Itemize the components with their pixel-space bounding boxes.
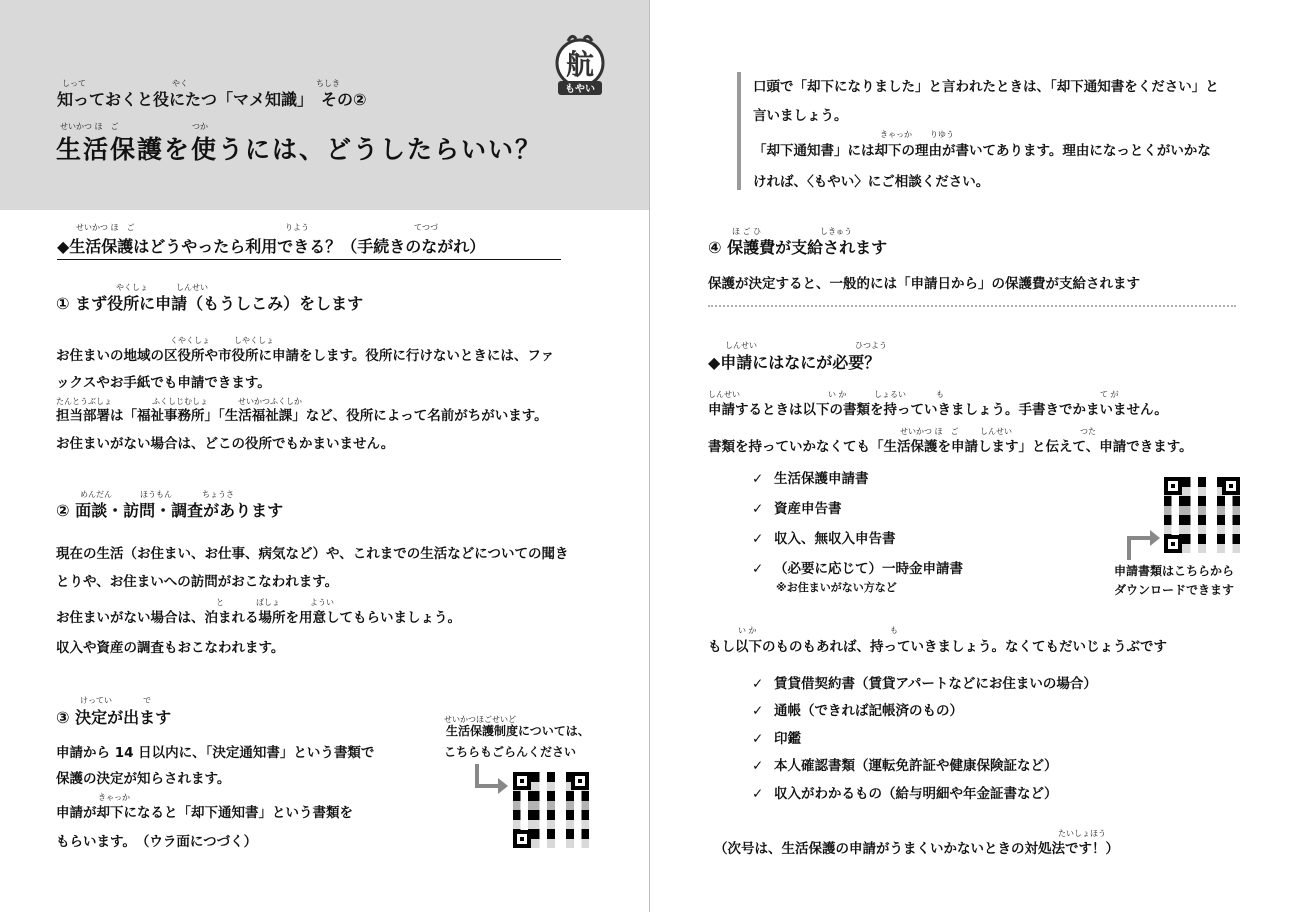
arrow-icon (474, 764, 510, 794)
ruby: つか (192, 122, 208, 131)
ruby: りよう (285, 223, 309, 232)
ruby: せいかつふくしか (238, 397, 302, 406)
ruby: ひつよう (855, 341, 887, 350)
step2-line: 収入や資産の調査もおこなわれます。 (56, 640, 285, 656)
ruby: たいしょほう (1058, 829, 1106, 838)
ruby: で (143, 696, 151, 705)
optional-line: もし以下のものもあれば、持っていきましょう。なくてもだいじょうぶです (708, 639, 1167, 655)
ruby: ちょうさ (202, 490, 234, 499)
svg-text:もやい: もやい (565, 84, 595, 95)
ruby: きゃっか (880, 130, 912, 139)
step3-heading: ③ 決定が出ます (56, 708, 172, 727)
ruby: ふくしじむしょ (152, 397, 208, 406)
ruby: も (890, 626, 898, 635)
ruby: て が (1100, 390, 1119, 399)
qr-code-icon[interactable] (1164, 477, 1240, 553)
dotted-divider (708, 305, 1236, 307)
header-subtitle: 知っておくと役にたつ「マメ知識」 その② (57, 90, 367, 109)
ruby: ほ ご ひ (732, 227, 762, 236)
qr-caption: 申請書類はこちらから (1114, 564, 1235, 578)
checklist-item: ✓ 収入、無収入申告書 (752, 531, 896, 547)
ruby: しきゅう (820, 227, 852, 236)
quote-line: 「却下通知書」には却下の理由が書いてあります。理由になっとくがいかな (753, 143, 1211, 159)
ruby: やく (172, 79, 188, 88)
ruby: つた (1080, 427, 1096, 436)
ruby: やくしょ (116, 283, 148, 292)
next-issue-note: （次号は、生活保護の申請がうまくいかないときの対処法です！） (714, 841, 1119, 857)
step1-line: ックスやお手紙でも申請できます。 (56, 375, 271, 391)
step3-line: 申請から 14 日以内に、「決定通知書」という書類で (56, 745, 375, 761)
quote-line: 口頭で「却下になりました」と言われたときは、「却下通知書をください」と (753, 79, 1219, 95)
checklist-item: ✓ （必要に応じて）一時金申請書 (752, 561, 963, 577)
quote-line: 言いましょう。 (753, 108, 848, 124)
quote-line: ければ、〈もやい〉にご相談ください。 (753, 174, 990, 190)
checklist-item: ✓ 生活保護申請書 (752, 471, 869, 487)
ruby: きゃっか (98, 793, 130, 802)
step1-heading: ① まず役所に申請（もうしこみ）をします (56, 294, 364, 313)
svg-text:航: 航 (565, 48, 595, 81)
page-title: 生活保護を使うには、どうしたらいい？ (56, 135, 543, 164)
step3-line: 申請が却下になると「却下通知書」という書類を (56, 805, 353, 821)
ruby: と (216, 598, 224, 607)
ruby: しんせい (176, 283, 208, 292)
qr-note-line: 生活保護制度については、 (446, 724, 590, 738)
step1-line: お住まいの地域の区役所や市役所に申請をします。役所に行けないときには、ファ (56, 348, 555, 364)
ruby: しんせい (725, 341, 757, 350)
ruby: しって (62, 79, 86, 88)
ruby: たんとうぶしょ (56, 397, 112, 406)
ruby: しんせい (980, 427, 1012, 436)
ruby: ようい (310, 598, 334, 607)
ruby: い か (738, 626, 757, 635)
ruby: ばしょ (256, 598, 280, 607)
ruby: くやくしょ (170, 336, 210, 345)
optional-item: ✓ 本人確認書類（運転免許証や健康保険証など） (752, 758, 1058, 774)
ruby: も (936, 390, 944, 399)
qr-code-icon[interactable] (513, 772, 589, 848)
ruby: せいかつ ほ ご (900, 427, 959, 436)
section-heading-procedure: ◆生活保護はどうやったら利用できる？（手続きのながれ） (57, 234, 561, 260)
arrow-icon (1124, 530, 1164, 560)
optional-item: ✓ 通帳（できれば記帳済のもの） (752, 703, 963, 719)
step2-line: お住まいがない場合は、泊まれる場所を用意してもらいましょう。 (56, 610, 461, 626)
required-line: 申請するときは以下の書類を持っていきましょう。手書きでかまいません。 (708, 402, 1168, 418)
qr-note-line: こちらもごらんください (444, 745, 577, 759)
step2-line: とりや、お住まいへの訪問がおこなわれます。 (56, 574, 339, 590)
ruby: しやくしょ (234, 336, 274, 345)
ruby: い か (828, 390, 847, 399)
step4-heading: ④ 保護費が支給されます (708, 238, 888, 257)
step1-line: 担当部署は「福祉事務所」「生活福祉課」など、役所によって名前がちがいます。 (56, 408, 548, 424)
ruby: ちしき (316, 79, 340, 88)
step2-heading: ② 面談・訪問・調査があります (56, 501, 284, 520)
checklist-item: ✓ 資産申告書 (752, 501, 842, 517)
ruby: てつづ (414, 223, 438, 232)
step3-line: 保護の決定が知らされます。 (56, 771, 231, 787)
optional-item: ✓ 賃貸借契約書（賃貸アパートなどにお住まいの場合） (752, 676, 1097, 692)
ruby: りゆう (930, 130, 954, 139)
optional-item: ✓ 印鑑 (752, 731, 801, 747)
page-divider (649, 0, 650, 912)
section-heading-required: ◆申請にはなにが必要？ (708, 353, 881, 372)
ruby: せいかつ ほ ご (60, 122, 119, 131)
quote-bar (737, 72, 741, 190)
required-line: 書類を持っていかなくても「生活保護を申請します」と伝えて、申請できます。 (708, 439, 1193, 455)
step3-line: もらいます。 （ウラ面につづく） (56, 834, 258, 850)
ruby: しょるい (874, 390, 906, 399)
step2-line: 現在の生活（お住まい、お仕事、病気など）や、これまでの生活などについての聞き (56, 546, 569, 562)
step1-line: お住まいがない場合は、どこの役所でもかまいません。 (56, 436, 395, 452)
ruby: めんだん (80, 490, 112, 499)
optional-item: ✓ 収入がわかるもの（給与明細や年金証書など） (752, 786, 1058, 802)
ruby: けってい (80, 696, 112, 705)
ruby: せいかつ ほ ご (76, 223, 135, 232)
qr-caption: ダウンロードできます (1114, 583, 1235, 597)
step4-line: 保護が決定すると、一般的には「申請日から」の保護費が支給されます (708, 276, 1140, 292)
ruby: ほうもん (140, 490, 172, 499)
ruby: せいかつほごせいど (444, 715, 516, 724)
moyai-logo (554, 33, 606, 95)
ruby: しんせい (708, 390, 740, 399)
checklist-note: ※お住まいがない方など (776, 581, 897, 594)
